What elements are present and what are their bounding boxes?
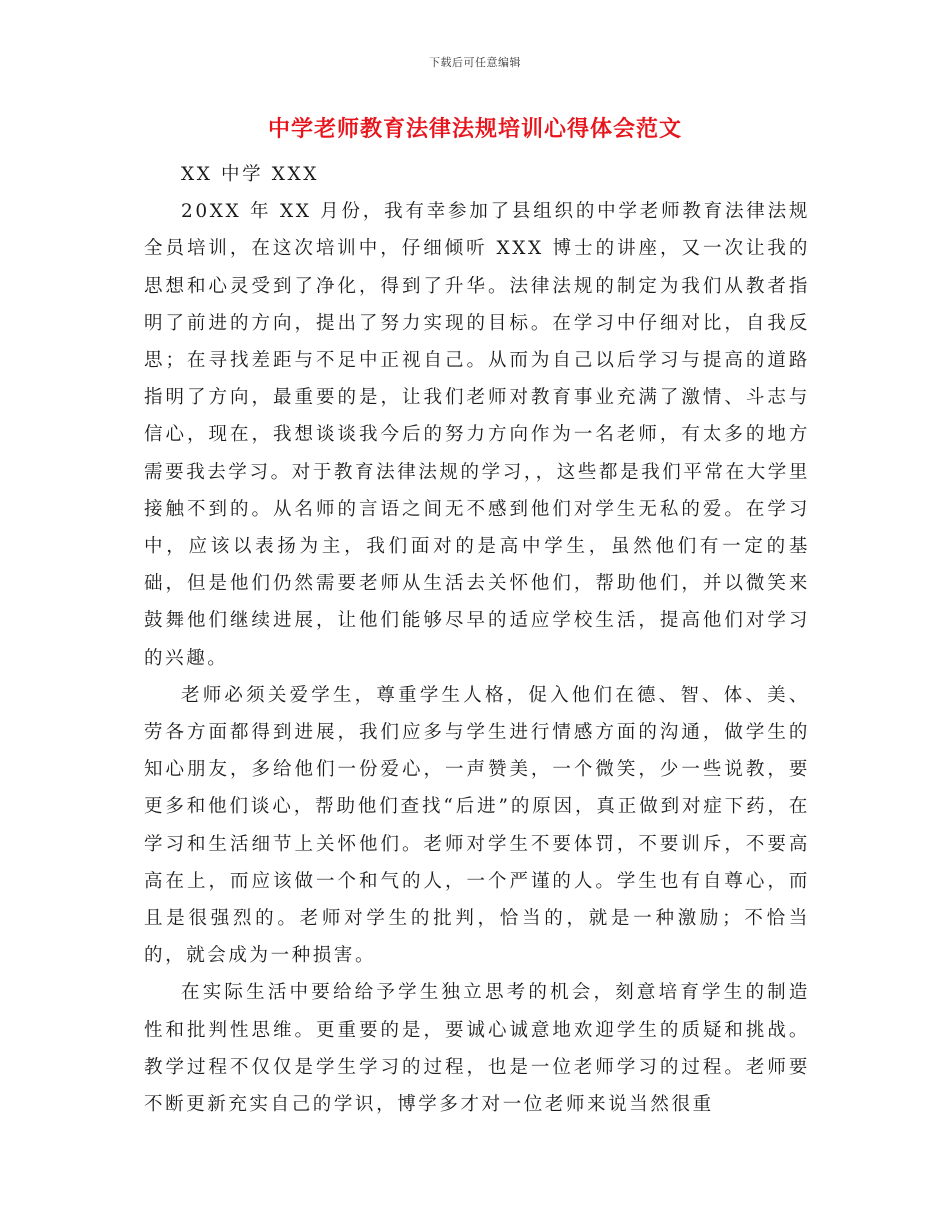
paragraph-1: 20XX 年 XX 月份，我有幸参加了县组织的中学老师教育法律法规全员培训，在这次培训中，仔细倾听 XXX 博士的讲座，又一次让我的思想和心灵受到了净化，得到了升华。法律法规的制定为我们从教者指明了前进的方向，提出了努力实现的目标。在学习中仔细对比，自我反思；在寻找差距与不足中正视自己。从而为自己以后学习与提高的道路指明了方向，最重要的是，让我们老师对教育事业充满了激情、斗志与信心，现在，我想谈谈我今后的努力方向作为一名老师，有太多的地方需要我去学习。对于教育法律法规的学习，，这些都是我们平常在大学里接触不到的。从名师的言语之间无不感到他们对学生无私的爱。在学习中，应该以表扬为主，我们面对的是高中学生，虽然他们有一定的基础，但是他们仍然需要老师从生活去关怀他们，帮助他们，并以微笑来鼓舞他们继续进展，让他们能够尽早的适应学校生活，提高他们对学习的兴趣。: [144, 201, 810, 669]
paragraph-2: 老师必须关爱学生，尊重学生人格，促入他们在德、智、体、美、劳各方面都得到进展，我们应多与学生进行情感方面的沟通，做学生的知心朋友，多给他们一份爱心，一声赞美，一个微笑，少一些说教，要更多和他们谈心，帮助他们查找“后进”的原因，真正做到对症下药，在学习和生活细节上关怀他们。老师对学生不要体罚，不要训斥，不要高高在上，而应该做一个和气的人，一个严谨的人。学生也有自尊心，而且是很强烈的。老师对学生的批判，恰当的，就是一种激励；不恰当的，就会成为一种损害。: [144, 684, 810, 967]
header-note: 下载后可任意编辑: [429, 56, 521, 69]
document-body: [144, 156, 810, 1123]
paragraph-3: 在实际生活中要给给予学生独立思考的机会，刻意培育学生的制造性和批判性思维。更重要的是，要诚心诚意地欢迎学生的质疑和挑战。教学过程不仅仅是学生学习的过程，也是一位老师学习的过程。老师要不断更新充实自己的学识，博学多才对一位老师来说当然很重: [144, 982, 810, 1116]
document-title: 中学老师教育法律法规培训心得体会范文: [267, 116, 682, 142]
author-line: XX 中学 XXX: [181, 164, 320, 185]
